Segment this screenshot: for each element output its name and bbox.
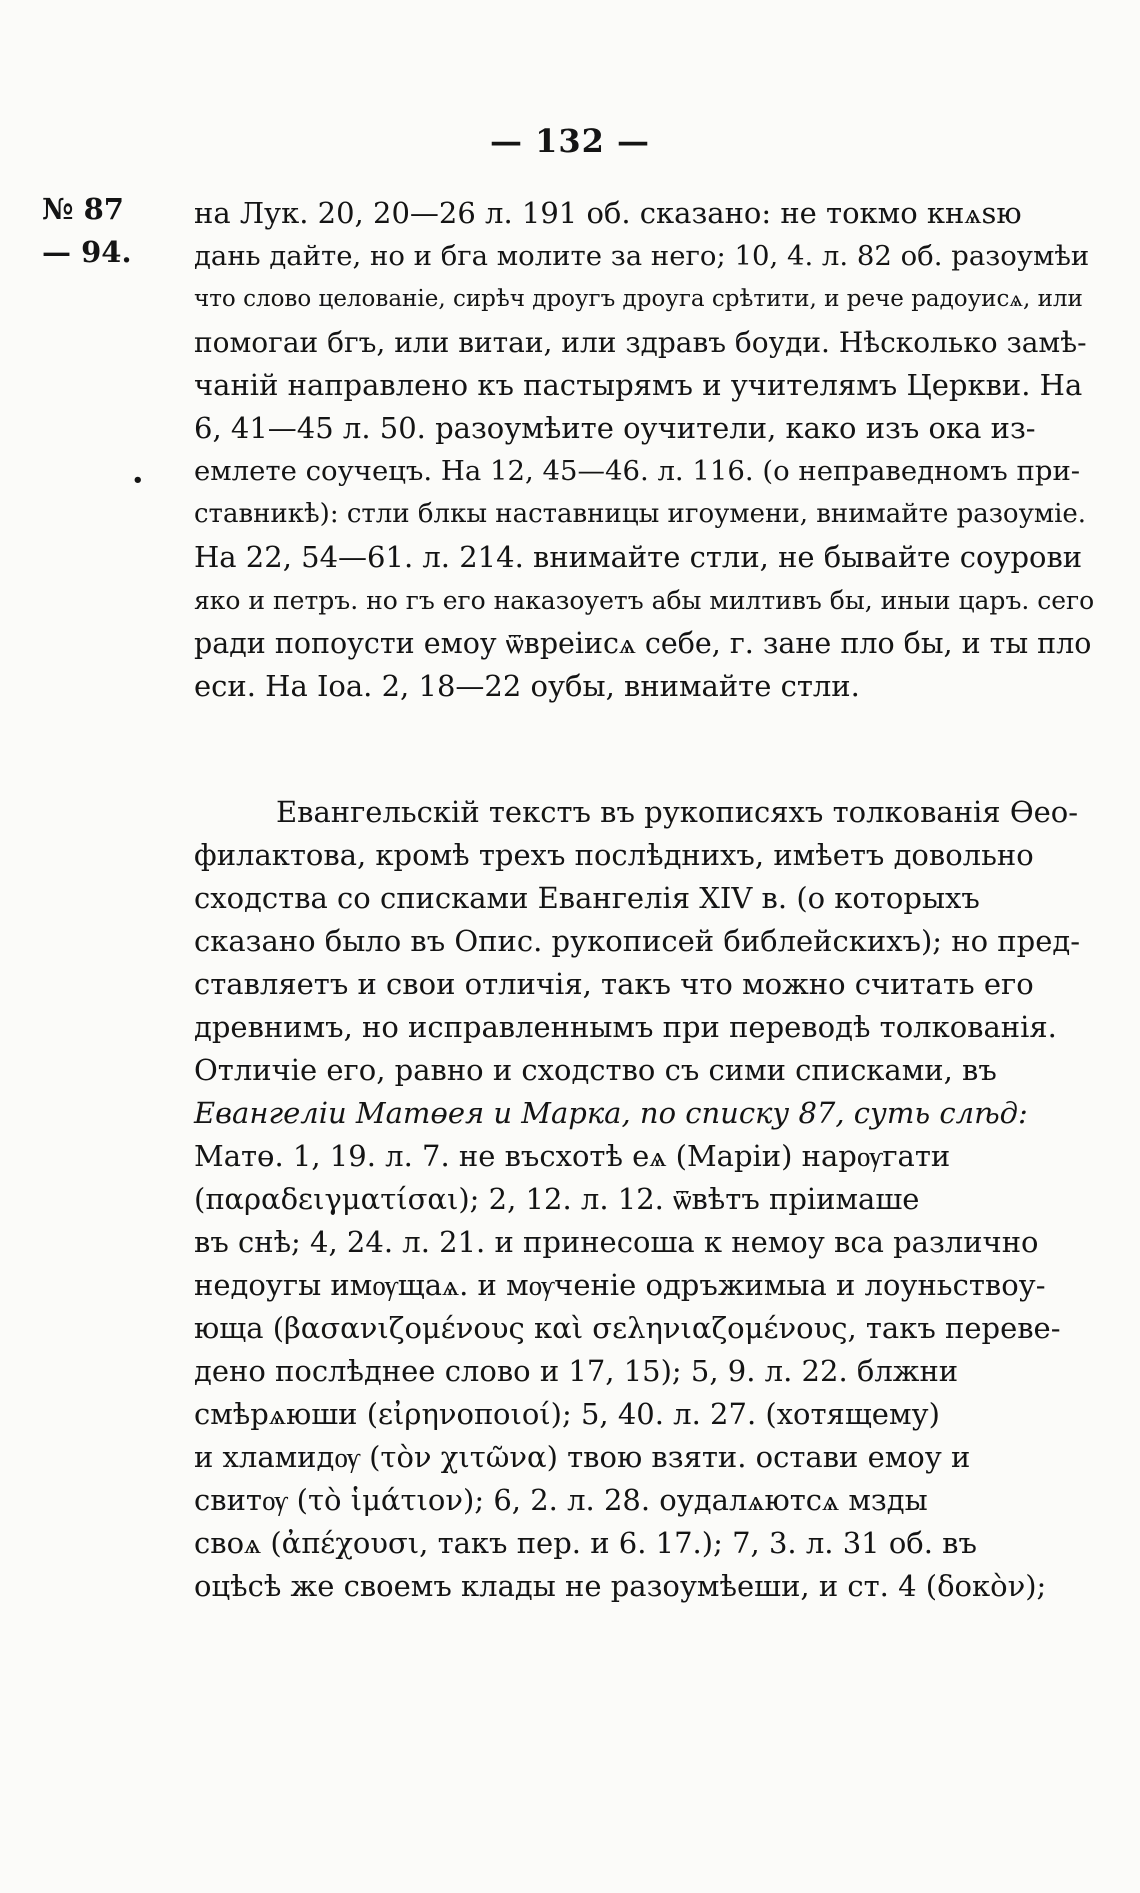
para2-line: юща (βασανιζομένους καὶ σεληνιαζομένους, такъ переве- — [194, 1311, 1061, 1345]
para2-line: дено послѣднее слово и 17, 15); 5, 9. л. 22. блжни — [194, 1354, 959, 1388]
para2-line: и хламидѹ (τὸν χιτῶνα) твою взяти. остави емоу и — [194, 1440, 971, 1474]
para1-line: яко и петръ. но гъ его наказоуетъ абы милтивъ бы, иныи царъ. сего — [194, 586, 1095, 615]
para2-line: Отличіе его, равно и сходство съ сими списками, въ — [194, 1053, 997, 1087]
para2-line: свитѹ (τὸ ἱμάτιον); 6, 2. л. 28. оудалѧютсѧ мзды — [194, 1483, 928, 1517]
para2-line: Матө. 1, 19. л. 7. не въсхотѣ еѧ (Маріи) нарѹгати — [194, 1139, 951, 1173]
margin-note-ms-range: — 94. — [42, 235, 132, 269]
para2-line: филактова, кромѣ трехъ послѣднихъ, имѣетъ довольно — [194, 838, 1034, 872]
para1-line: емлете соучецъ. На 12, 45—46. л. 116. (о неправедномъ при- — [194, 455, 1081, 487]
para2-line: древнимъ, но исправленнымъ при переводѣ толкованія. — [194, 1010, 1057, 1044]
para1-line: еси. На Іоа. 2, 18—22 оубы, внимайте стли. — [194, 669, 860, 703]
para2-line: ставляетъ и свои отличія, такъ что можно считать его — [194, 967, 1034, 1001]
para2-line: недоугы имѹщаѧ. и мѹченіе одръжимыа и лоуньствоу- — [194, 1268, 1046, 1302]
para1-line: помогаи бгъ, или витаи, или здравъ боуди. Нѣсколько замѣ- — [194, 326, 1087, 359]
para1-line: что слово целованіе, сирѣч дроугъ дроуга срѣтити, и рече радоуисѧ, или — [194, 286, 1083, 312]
para2-line: своѧ (ἀπέχουσι, такъ пер. и 6. 17.); 7, 3. л. 31 об. въ — [194, 1526, 977, 1560]
para2-line: Евангельскій текстъ въ рукописяхъ толкованія Өеo- — [276, 795, 1079, 829]
para1-line: ставникѣ): стли блкы наставницы игоумени, внимайте разоуміе. — [194, 499, 1087, 529]
para2-line: оцѣсѣ же своемъ клады не разоумѣеши, и ст. 4 (δοκὸν); — [194, 1569, 1047, 1603]
margin-bullet: • — [132, 470, 144, 491]
para1-line: ради попоусти емоу ѿвреіисѧ себе, г. зане пло бы, и ты пло — [194, 627, 1092, 660]
para1-line: На 22, 54—61. л. 214. внимайте стли, не бывайте соурови — [194, 540, 1083, 574]
para2-line: смѣрѧюши (εἰρηνοποιοί); 5, 40. л. 27. (хотящему) — [194, 1397, 940, 1431]
para1-line: чаній направлено къ пастырямъ и учителямъ Церкви. На — [194, 368, 1083, 402]
para2-line: сказано было въ Опис. рукописей библейскихъ); но пред- — [194, 924, 1081, 958]
para2-line: сходства со списками Евангелія XIV в. (о которыхъ — [194, 881, 980, 915]
page-number: — 132 — — [489, 122, 651, 160]
para2-line: въ снѣ; 4, 24. л. 21. и принесоша к немоу вса различно — [194, 1225, 1039, 1259]
para1-line: на Лук. 20, 20—26 л. 191 об. сказано: не токмо кнѧѕю — [194, 196, 1022, 230]
para2-line: (παραδειγματίσαι); 2, 12. л. 12. ѿвѣтъ пріимаше — [194, 1182, 920, 1216]
para1-line: дань дайте, но и бга молите за него; 10, 4. л. 82 об. разоумѣи — [194, 240, 1090, 272]
para2-line: Евангеліи Матөея и Марка, по списку 87, суть слѣд: — [194, 1096, 1028, 1130]
para1-line: 6, 41—45 л. 50. разоумѣите оучители, како изъ ока из- — [194, 411, 1036, 445]
margin-note-ms-number: № 87 — [42, 192, 124, 226]
